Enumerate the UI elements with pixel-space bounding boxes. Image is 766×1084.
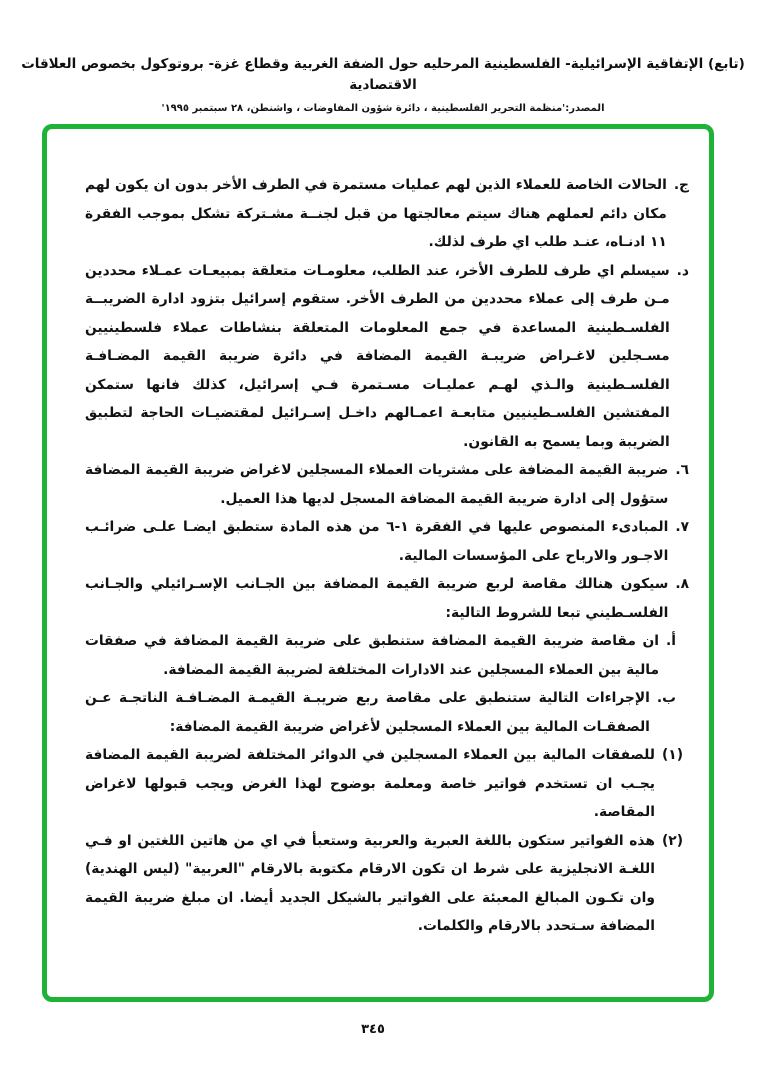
clause-marker: (٢) bbox=[661, 832, 683, 849]
document-header bbox=[20, 54, 746, 114]
clause-text: للصفقات المالية بين العملاء المسجلين في الدوائر المختلفة لضريبة القيمة المضافة يجـب ان تستخدم فواتير خاصة ومعلمة بوضوح لهذا الغرض ويجب قبولها لاغراض المقاصة. bbox=[85, 747, 655, 820]
document-body bbox=[85, 171, 689, 941]
page-number: ٣٤٥ bbox=[361, 1022, 385, 1037]
subclause-2 bbox=[85, 827, 689, 941]
clause-marker: ٧. bbox=[675, 519, 689, 535]
subclause-ba bbox=[85, 684, 689, 741]
clause-text: سيسلم اي طرف للطرف الأخر، عند الطلب، معلومـات متعلقة بمبيعـات عمـلاء محددين مـن طرف إلى عملاء محددين من الطرف الأخر. ستقوم إسرائيل بتزود ادارة الضريبــة الفلسـطينية المساعدة في جمع المعلومات المتعلقة بنشاطات عملاء فلسطينيين مسـجلين لاغـراض ضريبـة القيمة المضافة في دائرة ضريبة القيمة المضـافـة الفلسـطينية والـذي لهـم عمليـات مسـتمرة فـي إسرائيل، كذلك فانها ستمكن المفتشين الفلسـطينيين متابعـة اعمـالهم داخـل إسـرائيل لمقتضيـات الحاجة لتطبيق الضريبة وبما يسمح به القانون. bbox=[85, 262, 670, 450]
subclause-1 bbox=[85, 741, 689, 827]
clause-marker: ٨. bbox=[675, 576, 689, 592]
clause-text: المبادىء المنصوص عليها في الفقرة ١-٦ من هذه المادة ستطبق ايضـا علـى ضرائـب الاجـور والارباح على المؤسسات المالية. bbox=[85, 519, 669, 564]
clause-marker: ٦. bbox=[675, 462, 689, 478]
clause-jeem bbox=[85, 171, 689, 257]
clause-marker: أ. bbox=[666, 633, 676, 649]
clause-marker: د. bbox=[676, 262, 689, 279]
document-title: (تابع) الإتفاقية الإسرائيلية- الفلسطينية المرحليه حول الضفة الغربية وقطاع غزة- بروتوكول بخصوص العلاقات الاقتصادية bbox=[21, 56, 745, 93]
clause-dal bbox=[85, 257, 689, 457]
clause-marker: ج. bbox=[673, 177, 689, 193]
clause-text: ان مقاصة ضريبة القيمة المضافة ستنطبق على ضريبة القيمة المضافة في صفقات مالية بين العملاء المسجلين عند الادارات المختلفة لضريبة القيمة المضافة. bbox=[85, 633, 660, 678]
clause-text: الحالات الخاصة للعملاء الذين لهم عمليات مستمرة في الطرف الأخر بدون ان يكون لهم مكان دائم لعملهم هناك سيتم معالجتها من قبل لجنــة مشـتركة تشكل بموجب الفقرة ١١ ادنـاه، عنـد طلب اي طرف لذلك. bbox=[85, 177, 667, 250]
subclause-alef bbox=[85, 627, 689, 684]
clause-marker: ب. bbox=[656, 690, 676, 706]
clause-7 bbox=[85, 513, 689, 570]
clause-text: سيكون هنالك مقاصة لربع ضريبة القيمة المضافة بين الجـانب الإسـرائيلي والجـانب الفلسـطيني تبعا للشروط التالية: bbox=[85, 576, 669, 621]
content-frame bbox=[42, 124, 714, 1002]
clause-text: الإجراءات التالية ستنطبق على مقاصة ربع ضريبـة القيمـة المضـافـة الناتجـة عـن الصفقـات المالية بين العملاء المسجلين لأغراض ضريبة القيمة المضافة: bbox=[85, 690, 650, 735]
clause-6 bbox=[85, 456, 689, 513]
clause-text: هذه الفواتير ستكون باللغة العبرية والعربية وستعبأ في اي من هاتين اللغتين او فـي اللغـة الانجليزية على شرط ان تكون الارقام مكتوبة بالارقام "العربية" (ليس الهندية) وان تكـون المبالغ المعبئة على الفواتير بالشيكل الجديد أيضا. ان مبلغ ضريبة القيمة المضافة سـتحدد بالارقام والكلمات. bbox=[85, 832, 655, 934]
clause-8 bbox=[85, 570, 689, 627]
document-source-line: المصدر:'منظمة التحرير الفلسطينية ، دائرة شؤون المفاوضات ، واشنطن، ٢٨ سبتمبر ١٩٩٥' bbox=[161, 102, 605, 114]
clause-marker: (١) bbox=[661, 747, 683, 763]
clause-text: ضريبة القيمة المضافة على مشتريات العملاء المسجلين لاغراض ضريبة القيمة المضافة ستؤول إلى ادارة ضريبة القيمة المضافة المسجل لديها هذا العميل. bbox=[85, 462, 669, 507]
